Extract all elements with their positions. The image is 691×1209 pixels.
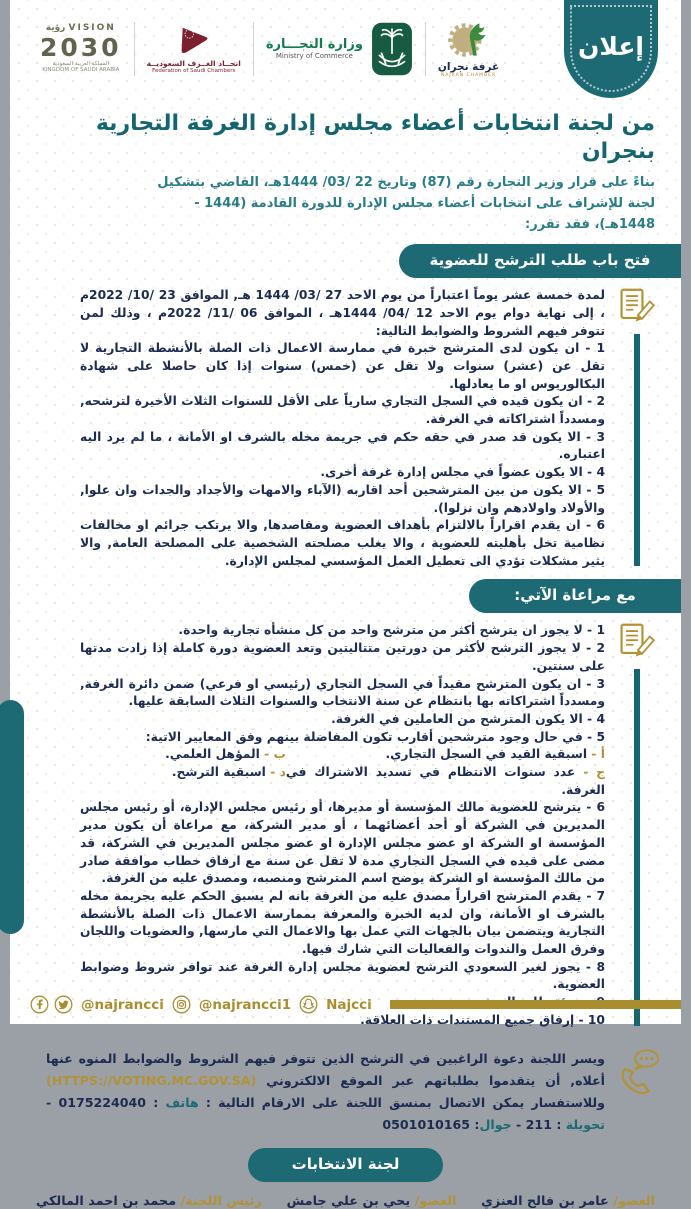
vision-logo-sub-en: KINGDOM OF SAUDI ARABIA (42, 67, 120, 74)
member-role: رئيس اللجنة/ (180, 1193, 262, 1209)
criterion-b (80, 746, 286, 764)
najran-label-ar: غرفة نجران (437, 61, 500, 73)
contact-rail (615, 1048, 663, 1094)
header-divider (425, 22, 426, 76)
voting-website-link[interactable]: (HTTPS://VOTING.MC.GOV.SA) (46, 1072, 257, 1088)
member-role: العضو/ (613, 1193, 655, 1209)
contact-paragraph (46, 1048, 605, 1136)
section1-item: 2 - ان يكون قيده في السجل التجاري سارياً على الأقل للسنوات الثلاث الأخيرة لترشحه, ومسدداً اشتراكاته في الغرفة. (80, 394, 605, 427)
vision-logo-year: 2030 (40, 32, 122, 62)
footer-gold-bar (390, 1000, 681, 1009)
section1-rail (615, 287, 659, 570)
criterion-text: عدد سنوات الانتظام في تسديد الاشتراك في الغرفة. (285, 765, 605, 797)
vision-2030-logo (40, 24, 122, 73)
header-divider (134, 22, 135, 76)
criterion-letter: د - (270, 765, 286, 780)
section2-item: 5 - في حال وجود مترشحين أقارب تكون المفاضلة بينهم وفق المعايير الاتية: (145, 729, 605, 744)
najran-chamber-logo (438, 19, 499, 78)
section1-text (36, 287, 605, 570)
section2-header-badge (469, 579, 681, 613)
criterion-text: المؤهل العلمي. (165, 747, 260, 762)
twitter-handle[interactable]: @najrancci (81, 996, 164, 1013)
criterion-letter: ج - (583, 765, 605, 780)
announcement-badge-label: إعلان (578, 32, 644, 61)
section2 (10, 613, 681, 1029)
ministry-label-en: Ministry of Commerce (275, 52, 353, 60)
member-name: يحي بن علي جامش (286, 1193, 415, 1209)
section1-accent-bar (634, 334, 640, 566)
header-divider (253, 22, 254, 76)
section1-header-label: فتح باب طلب الترشح للعضوية (429, 251, 651, 270)
member-1 (481, 1194, 655, 1209)
member-3 (36, 1194, 262, 1209)
section2-header-label: مع مراعاة الآتي: (514, 586, 636, 605)
criteria-grid (80, 746, 605, 799)
section2-text (36, 622, 605, 1029)
section2-item: 4 - الا يكون المترشح من العاملين في الغرفة. (331, 711, 605, 726)
extension-number: : 211 - (511, 1116, 566, 1132)
member-name: عامر بن فالح العنزي (481, 1193, 614, 1209)
document-pencil-icon (617, 622, 657, 662)
section2-item: 8 - يجوز لغير السعودي الترشح لعضوية مجلس إدارة الغرفة عند توافر شروط وضوابط العضوية. (80, 959, 605, 992)
section1-item: 3 - الا يكون قد صدر في حقه حكم في جريمة مخله بالشرف او الأمانة ، ما لم يرد اليه اعتباره. (80, 429, 605, 462)
facebook-icon[interactable] (30, 995, 49, 1014)
federation-label-en: Federation of Saudi Chambers (152, 68, 236, 74)
announcement-badge-border (570, 5, 652, 92)
extension-label: تحويلة (565, 1116, 605, 1132)
ministry-of-commerce-logo (266, 21, 413, 77)
section2-item: 7 - يقدم المترشح اقراراً مصدق عليه من الغرفة بانه لم يسبق الحكم عليه بجريمة مخله بالشرف او الأمانة، وان لديه الخبرة والمعرفة بممارسة الاعمال ذات الصلة بالأنشطة التجارية ويتضمن بيان بالجهات التي عمل بها والاعمال التي مارسها, والعضويات واللجان وفرق العمل والندوات والفعاليات التي شارك فيها. (80, 888, 605, 957)
mobile-number: : 0501010165 (382, 1116, 480, 1132)
committee-members (10, 1182, 681, 1209)
phone-label: هاتف (165, 1094, 199, 1110)
mobile-label: جوال (479, 1116, 512, 1132)
criterion-d (80, 764, 286, 799)
instagram-handle[interactable]: @najrancci1 (198, 996, 292, 1013)
page-title: من لجنة انتخابات أعضاء مجلس إدارة الغرفة التجارية بنجران (95, 111, 655, 164)
section1-header-badge (399, 244, 681, 278)
section1-item: 1 - ان يكون لدى المترشح خبرة في ممارسة الاعمال ذات الصلة بالأنشطة التجارية لا تقل عن (عشر) سنوات ولا تقل عن (خمس) سنوات إذا كان حاصلا على شهادة البكالوريوس او ما يعادلها. (80, 341, 605, 391)
footer-social-bar (10, 995, 681, 1014)
najran-label-en: NAJRAN CHAMBER (440, 73, 497, 78)
twitter-icon[interactable] (54, 995, 73, 1014)
announcement-badge (564, 0, 658, 98)
section1-intro: لمدة خمسة عشر يوماً اعتباراً من يوم الاحد 27 /03/ 1444 هـ, الموافق 23 /10/ 2022م ، إلى نهاية دوام يوم الاحد 12 /04/ 1444هـ ، الموافق 06 /11/ 2022م ، وذلك لمن تتوفر فيهم الشروط والضوابط التالية: (80, 288, 605, 338)
section2-rail (615, 622, 659, 1029)
section1-item: 4 - الا يكون عضواً في مجلس إدارة غرفة أخرى. (320, 465, 605, 480)
contact-block (10, 1030, 681, 1136)
member-2 (287, 1194, 457, 1209)
contact-text-after-url: وللاستفسار يمكن الاتصال بمنسق اللجنة على الارقام التالية : (198, 1094, 605, 1110)
federation-label-ar: اتحــاد الغــرف السعوديــة (146, 59, 241, 68)
section1-item: 6 - ان يقدم اقراراً بالالتزام بأهداف العضوية ومقاصدها, والا يرتكب جرائم او مخالفات نظامية تخل بأهليته للعضوية ، والا يغلب مصلحته الشخصية على المصلحة العامة, والا يثير مشكلات تؤدي الى تعطيل العمل المؤسسي لمجلس الإدارة. (80, 518, 605, 568)
section2-item: 3 - ان يكون المترشح مقيداً في السجل التجاري (رئيسي او فرعي) ضمن دائرة الغرفة, ومسدداً اشتراكاته بها بانتظام عن سنة الانتخاب والسنوات الثلاث السابقة عليها. (80, 676, 605, 709)
vision-logo-top-text: رؤية VISION (45, 22, 116, 33)
member-role: العضو/ (414, 1193, 457, 1209)
section2-item: 10 - إرفاق جميع المستندات ذات العلاقة. (360, 1012, 605, 1027)
instagram-icon[interactable] (172, 995, 191, 1014)
section2-accent-bar (634, 669, 640, 1025)
section2-item: 2 - لا يجوز الترشح لأكثر من دورتين متتاليتين وتعد العضوية دورة كاملة إذا زادت مدتها على سنتين. (80, 641, 605, 673)
committee-badge (248, 1148, 444, 1182)
vision-logo-sub-ar: المملكة العربية السعودية (52, 61, 110, 68)
section2-item: 1 - لا يجوز ان يترشح أكثر من مترشح واحد من كل منشأه تجارية واحدة. (178, 623, 605, 638)
document-pencil-icon (617, 287, 657, 327)
announcement-page (10, 0, 681, 1209)
contact-text-before-url: ويسر اللجنة دعوة الراغبين في الترشح الذين تتوفر فيهم الشروط والضوابط المنوه عنها أعلاه, أن يتقدموا بطلباتهم عبر الموقع الالكتروني (46, 1050, 605, 1088)
left-decorative-tab (0, 700, 24, 934)
najran-chamber-mark-icon (444, 19, 494, 61)
federation-logo (147, 23, 241, 74)
criterion-text: اسبقية الترشح. (171, 765, 266, 780)
section1 (10, 278, 681, 570)
ministry-label-ar: وزارة التجـــارة (265, 37, 363, 52)
snapchat-icon[interactable] (299, 995, 318, 1014)
federation-mark-icon (177, 23, 211, 57)
committee-badge-label: لجنة الانتخابات (291, 1154, 400, 1173)
phone-number: : 0175224040 - (46, 1094, 166, 1110)
criterion-a (286, 746, 605, 764)
section2-item: 6 - يترشح للعضوية مالك المؤسسة أو مديرها، أو رئيس مجلس الإدارة، أو رئيس مجلس المديرين في الشركة أو أحد أعضائهما ، أو مدير الشركة، مع مراعاة أن يكون مدير المؤسسة او الشركة او عضو مجلس الإدارة او عضو مجلس المديرين في الشركة، قد مضى على قيده في السجل التجاري مدة لا تقل عن سنة مع ارفاق خطاب موافقة صادر من مالك المؤسسة او الشركة يوضح اسم المترشح ومنصبه، ومصدق عليه من الغرفة. (80, 800, 605, 886)
criterion-letter: أ - (591, 747, 605, 762)
criterion-c (286, 764, 605, 799)
phone-icon (616, 1048, 662, 1094)
member-name: محمد بن احمد المالكي (36, 1193, 181, 1209)
criterion-letter: ب - (264, 747, 286, 762)
intro-paragraph: بناءً على قرار وزير التجارة رقم (87) وتاريخ 22 /03/ 1444هـ، القاضي بتشكيل لجنة للإشراف على انتخابات أعضاء مجلس الإدارة للدورة القادمة (1444 - 1448هـ)، فقد تقرر: (157, 175, 655, 233)
criterion-text: اسبقية القيد في السجل التجاري. (385, 747, 588, 762)
snapchat-handle[interactable]: Najcci (326, 996, 372, 1013)
saudi-emblem-icon (371, 21, 413, 77)
section1-item: 5 - الا يكون من بين المترشحين أحد اقاربه (الآباء والامهات والأجداد والجدات وان علوا, والأولاد واولادهم وان نزلوا). (80, 482, 605, 515)
